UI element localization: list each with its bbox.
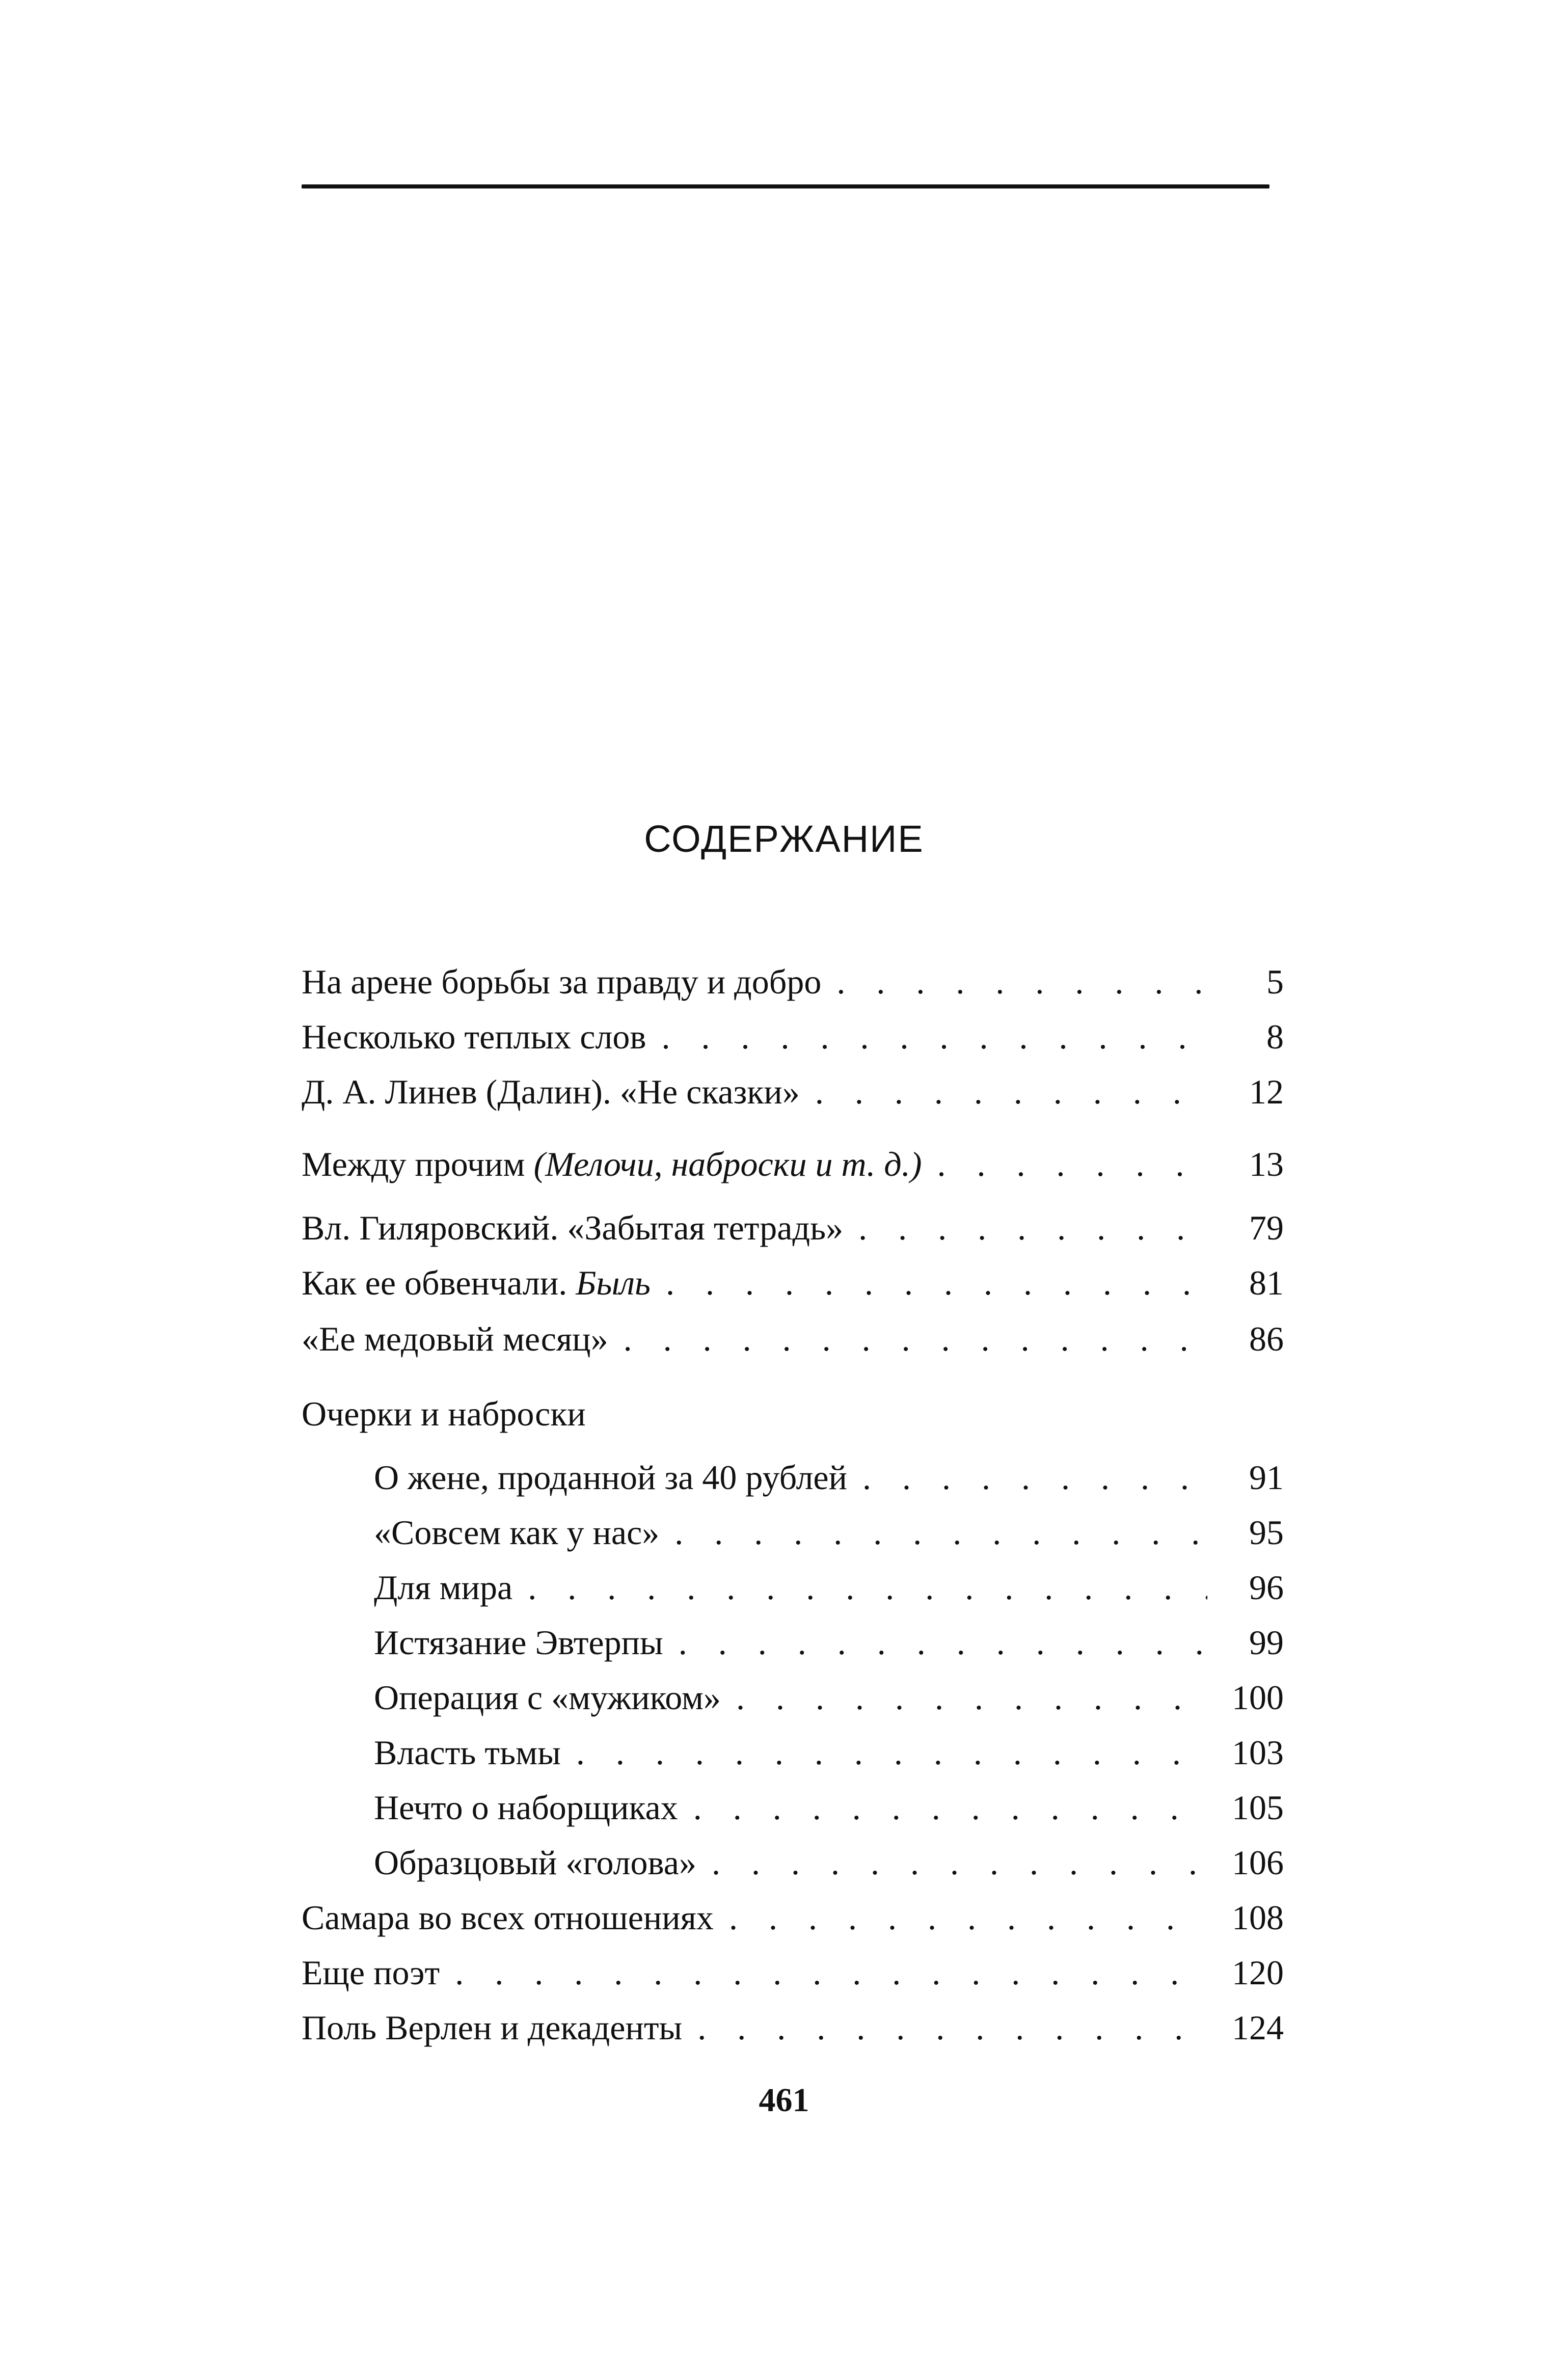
- toc-entry-page: 79: [1249, 1208, 1284, 1247]
- toc-entry-title: Вл. Гиляровский. «Забытая тетрадь»: [302, 1208, 844, 1247]
- toc-entry[interactable]: [302, 1014, 1284, 1060]
- dot-leader: [721, 1675, 1207, 1720]
- toc-entry[interactable]: [302, 1316, 1284, 1362]
- toc-entry-page: 8: [1266, 1017, 1284, 1056]
- toc-entry-title: Поль Верлен и декаденты: [302, 2008, 683, 2047]
- toc-entry-title: Самара во всех отношениях: [302, 1898, 714, 1937]
- toc-entry-page: 124: [1232, 2008, 1284, 2047]
- toc-entry-title: Для мира: [374, 1568, 513, 1607]
- dot-leader: [678, 1785, 1207, 1830]
- dot-leader: [512, 1565, 1207, 1610]
- top-rule: [302, 184, 1269, 188]
- page-title: СОДЕРЖАНИЕ: [644, 818, 924, 860]
- toc-entry-page: 5: [1266, 962, 1284, 1001]
- dot-leader: [651, 1260, 1207, 1306]
- toc-entry-page: 95: [1249, 1513, 1284, 1552]
- dot-leader: [440, 1950, 1207, 1996]
- toc-entry-page: 108: [1232, 1898, 1284, 1937]
- dot-leader: [922, 1141, 1207, 1187]
- toc-entry-page: 103: [1232, 1733, 1284, 1772]
- dot-leader: [821, 959, 1207, 1005]
- toc-entry-title: «Ее медовый месяц»: [302, 1319, 608, 1358]
- toc-entry[interactable]: [302, 2005, 1284, 2051]
- toc-subentry[interactable]: [302, 1785, 1284, 1830]
- toc-entry-page: 99: [1249, 1623, 1284, 1662]
- dot-leader: [843, 1205, 1207, 1251]
- toc-entry-page: 12: [1249, 1072, 1284, 1111]
- toc-entry[interactable]: [302, 959, 1284, 1005]
- toc-entry-title: Между прочим (Мелочи, наброски и т. д.): [302, 1145, 922, 1183]
- toc-subentry[interactable]: [302, 1675, 1284, 1720]
- toc-entry-page: 120: [1232, 1953, 1284, 1992]
- toc-subentry[interactable]: [302, 1840, 1284, 1885]
- toc-entry-page: 86: [1249, 1319, 1284, 1358]
- dot-leader: [608, 1316, 1207, 1362]
- toc-entry-title: На арене борьбы за правду и добро: [302, 962, 822, 1001]
- toc-entry-title: Власть тьмы: [374, 1733, 561, 1772]
- dot-leader: [682, 2005, 1207, 2051]
- toc-entry[interactable]: [302, 1069, 1284, 1115]
- section-heading: Очерки и наброски: [302, 1394, 586, 1433]
- toc-subentry[interactable]: [302, 1730, 1284, 1775]
- toc-entry[interactable]: [302, 1260, 1284, 1306]
- toc-entry[interactable]: [302, 1141, 1284, 1187]
- toc-entry-page: 106: [1232, 1843, 1284, 1882]
- dot-leader: [646, 1014, 1207, 1060]
- toc-entry-title: Д. А. Линев (Далин). «Не сказки»: [302, 1072, 800, 1111]
- dot-leader: [714, 1895, 1207, 1940]
- toc-entry-page: 105: [1232, 1788, 1284, 1827]
- dot-leader: [800, 1069, 1207, 1115]
- toc-entry[interactable]: [302, 1205, 1284, 1251]
- toc-entry-title: Операция с «мужиком»: [374, 1678, 721, 1717]
- toc-entry-title: Истязание Эвтерпы: [374, 1623, 663, 1662]
- dot-leader: [561, 1730, 1207, 1775]
- toc-entry-page: 13: [1249, 1145, 1284, 1183]
- dot-leader: [847, 1454, 1207, 1500]
- toc-entry-title: Нечто о наборщиках: [374, 1788, 678, 1827]
- toc-entry-page: 81: [1249, 1263, 1284, 1302]
- toc-entry-title: «Совсем как у нас»: [374, 1513, 660, 1552]
- toc-entry-title: О жене, проданной за 40 рублей: [374, 1458, 847, 1497]
- toc-entry-title: Образцовый «голова»: [374, 1843, 696, 1882]
- toc-entry[interactable]: [302, 1950, 1284, 1996]
- toc-entry-page: 96: [1249, 1568, 1284, 1607]
- toc-entry[interactable]: [302, 1895, 1284, 1940]
- toc-entry-page: 91: [1249, 1458, 1284, 1497]
- toc-subentry[interactable]: [302, 1454, 1284, 1500]
- toc-subentry[interactable]: [302, 1565, 1284, 1610]
- dot-leader: [663, 1620, 1207, 1665]
- toc-entry-title: Несколько теплых слов: [302, 1017, 646, 1056]
- dot-leader: [659, 1509, 1207, 1555]
- toc-entry-title: Как ее обвенчали. Быль: [302, 1263, 651, 1302]
- toc-subentry[interactable]: [302, 1620, 1284, 1665]
- toc-entry-title: Еще поэт: [302, 1953, 440, 1992]
- page-number: 461: [759, 2082, 809, 2119]
- toc-subentry[interactable]: [302, 1509, 1284, 1555]
- dot-leader: [696, 1840, 1207, 1885]
- toc-entry-page: 100: [1232, 1678, 1284, 1717]
